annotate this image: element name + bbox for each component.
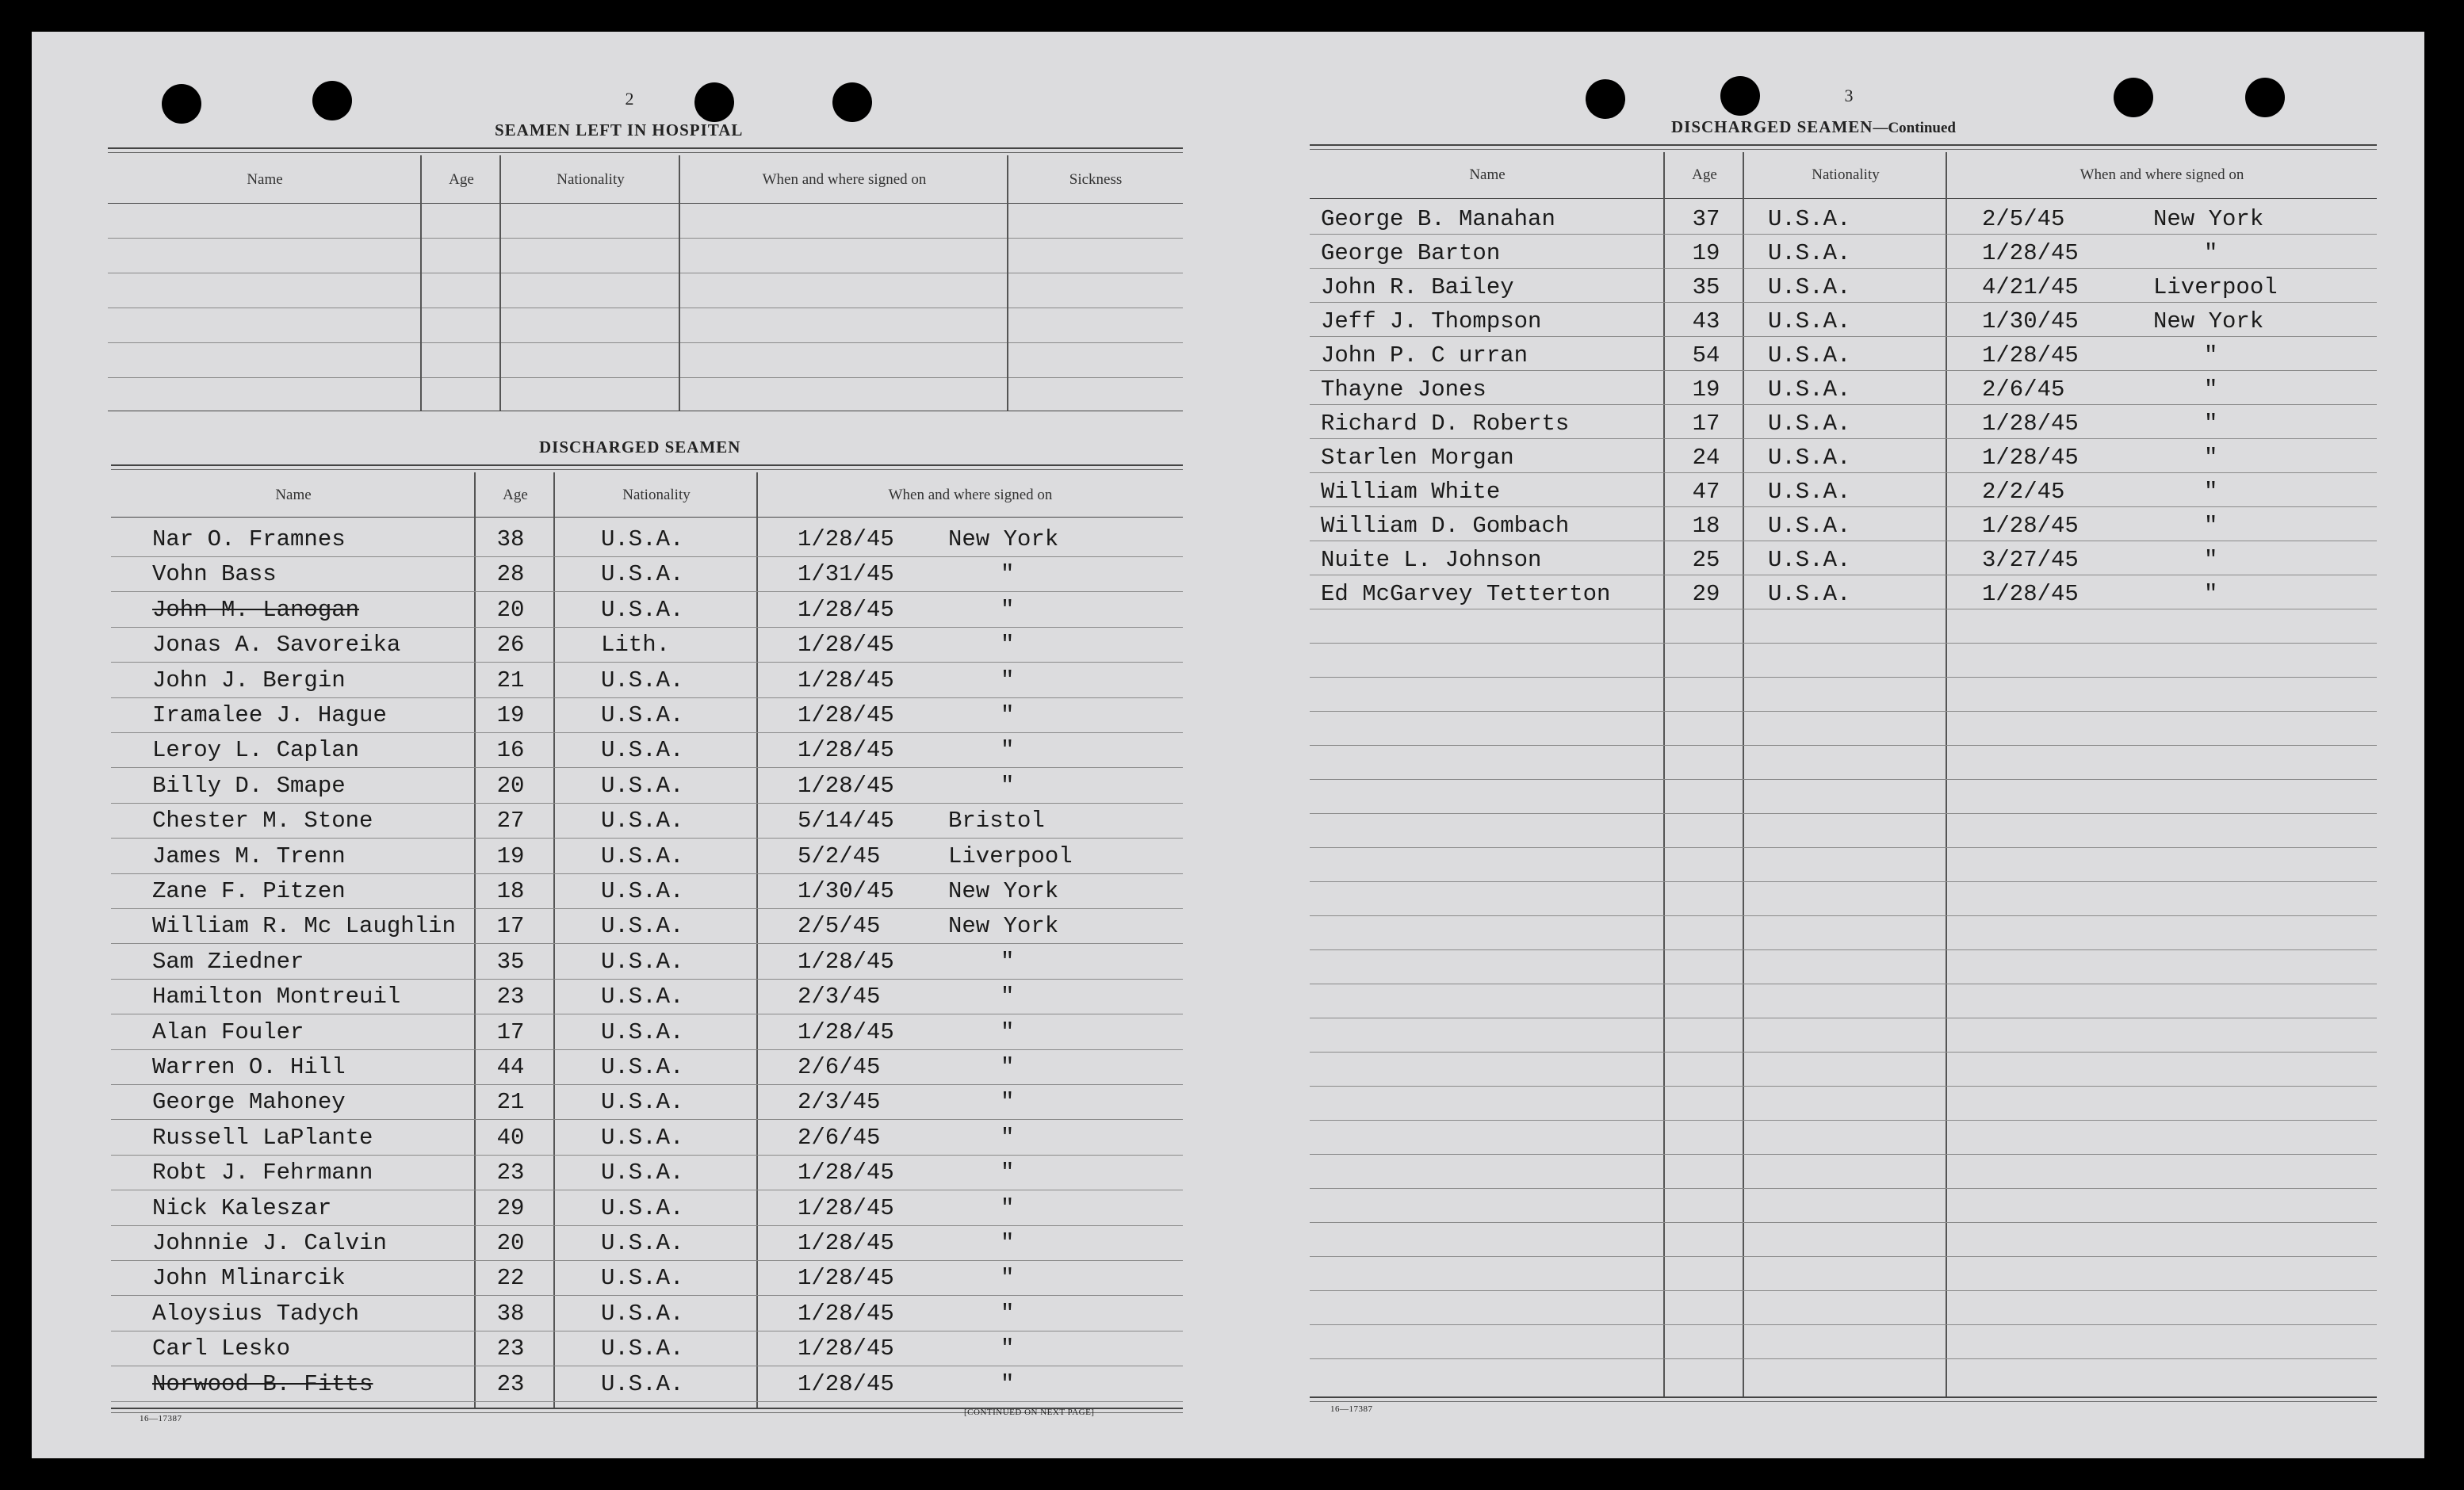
- seaman-name: George Barton: [1321, 240, 1501, 266]
- column-header-nationality: Nationality: [1812, 166, 1880, 183]
- punch-hole: [1586, 79, 1625, 119]
- row-line: [1310, 1358, 2377, 1359]
- row-line: [111, 1225, 1183, 1226]
- seaman-name: Chester M. Stone: [152, 808, 373, 834]
- seaman-name: Zane F. Pitzen: [152, 878, 346, 904]
- seaman-age: 24: [1692, 445, 1720, 471]
- seaman-name: John R. Bailey: [1321, 274, 1514, 300]
- seaman-age: 20: [496, 773, 525, 799]
- seaman-nationality: U.S.A.: [1768, 376, 1851, 403]
- column-divider: [553, 472, 555, 1408]
- signed-on-place: New York: [948, 526, 1059, 552]
- row-line: [1310, 1324, 2377, 1325]
- ledger-sheet: [32, 32, 2424, 1458]
- row-line: [111, 662, 1183, 663]
- signed-on-place: ": [2204, 445, 2218, 471]
- title-text: DISCHARGED SEAMEN: [1671, 117, 1873, 136]
- signed-on-date: 1/31/45: [798, 561, 894, 587]
- seaman-nationality: U.S.A.: [601, 597, 684, 623]
- row-line: [1310, 404, 2377, 405]
- signed-on-date: 2/5/45: [798, 913, 881, 939]
- signed-on-place: ": [1001, 561, 1015, 587]
- row-line: [1310, 779, 2377, 780]
- row-line: [1310, 949, 2377, 950]
- seaman-nationality: U.S.A.: [601, 913, 684, 939]
- signed-on-date: 1/28/45: [798, 949, 894, 975]
- signed-on-place: ": [1001, 1160, 1015, 1186]
- row-line: [111, 591, 1183, 592]
- row-line: [1310, 1120, 2377, 1121]
- signed-on-place: New York: [2153, 206, 2264, 232]
- seaman-name: William R. Mc Laughlin: [152, 913, 456, 939]
- signed-on-date: 1/28/45: [1982, 240, 2079, 266]
- seaman-age: 37: [1692, 206, 1720, 232]
- row-line: [1310, 1290, 2377, 1291]
- seaman-age: 18: [1692, 513, 1720, 539]
- signed-on-date: 1/28/45: [798, 526, 894, 552]
- row-line: [1310, 745, 2377, 746]
- seaman-nationality: U.S.A.: [601, 1089, 684, 1115]
- row-line: [1310, 1256, 2377, 1257]
- page-number-left: 2: [625, 89, 634, 109]
- seaman-nationality: U.S.A.: [601, 1019, 684, 1045]
- seaman-age: 19: [496, 702, 525, 728]
- seaman-nationality: U.S.A.: [1768, 240, 1851, 266]
- signed-on-date: 1/28/45: [798, 1195, 894, 1221]
- signed-on-date: 1/28/45: [798, 632, 894, 658]
- seaman-name: George Mahoney: [152, 1089, 346, 1115]
- signed-on-place: ": [1001, 1125, 1015, 1151]
- seaman-age: 26: [496, 632, 525, 658]
- title-suffix: —Continued: [1873, 120, 1956, 136]
- row-line: [1310, 711, 2377, 712]
- punch-hole: [694, 82, 734, 122]
- seaman-name: John M. Lanogan: [152, 597, 360, 623]
- seaman-age: 19: [496, 843, 525, 869]
- row-line: [1310, 370, 2377, 371]
- seaman-age: 21: [496, 1089, 525, 1115]
- row-line: [1310, 302, 2377, 303]
- seaman-age: 27: [496, 808, 525, 834]
- seaman-age: 40: [496, 1125, 525, 1151]
- signed-on-date: 4/21/45: [1982, 274, 2079, 300]
- seaman-age: 17: [1692, 411, 1720, 437]
- signed-on-date: 1/30/45: [1982, 308, 2079, 334]
- column-divider: [1663, 152, 1665, 1398]
- column-divider: [420, 155, 422, 411]
- signed-on-place: ": [1001, 737, 1015, 763]
- seaman-nationality: U.S.A.: [601, 808, 684, 834]
- signed-on-place: ": [1001, 1195, 1015, 1221]
- seaman-name: Leroy L. Caplan: [152, 737, 360, 763]
- signed-on-date: 1/28/45: [1982, 513, 2079, 539]
- punch-hole: [2114, 78, 2153, 117]
- seaman-age: 29: [496, 1195, 525, 1221]
- signed-on-date: 3/27/45: [1982, 547, 2079, 573]
- seaman-name: Nar O. Framnes: [152, 526, 346, 552]
- seaman-nationality: U.S.A.: [601, 878, 684, 904]
- seaman-age: 28: [496, 561, 525, 587]
- signed-on-date: 2/3/45: [798, 1089, 881, 1115]
- row-line: [108, 377, 1183, 378]
- seaman-nationality: U.S.A.: [1768, 547, 1851, 573]
- discharged-continued-title: [1671, 117, 1956, 137]
- signed-on-date: 1/28/45: [798, 1230, 894, 1256]
- signed-on-place: ": [1001, 667, 1015, 693]
- row-line: [1310, 1222, 2377, 1223]
- row-line: [1310, 506, 2377, 507]
- seaman-nationality: U.S.A.: [1768, 445, 1851, 471]
- signed-on-place: ": [1001, 773, 1015, 799]
- punch-hole: [312, 81, 352, 120]
- seaman-age: 21: [496, 667, 525, 693]
- row-line: [1310, 234, 2377, 235]
- seaman-nationality: U.S.A.: [601, 702, 684, 728]
- signed-on-place: ": [1001, 702, 1015, 728]
- signed-on-place: ": [1001, 1054, 1015, 1080]
- signed-on-place: Liverpool: [2153, 274, 2278, 300]
- seaman-name: William White: [1321, 479, 1501, 505]
- row-line: [111, 556, 1183, 557]
- signed-on-place: New York: [2153, 308, 2264, 334]
- seaman-name: Thayne Jones: [1321, 376, 1486, 403]
- signed-on-date: 1/28/45: [1982, 411, 2079, 437]
- seaman-nationality: U.S.A.: [601, 1195, 684, 1221]
- seaman-nationality: U.S.A.: [601, 1371, 684, 1397]
- table-bottom-rule: [1310, 1396, 2377, 1402]
- seaman-nationality: U.S.A.: [601, 737, 684, 763]
- row-line: [1310, 847, 2377, 848]
- seaman-name: George B. Manahan: [1321, 206, 1555, 232]
- seaman-age: 19: [1692, 376, 1720, 403]
- continued-note: [CONTINUED ON NEXT PAGE]: [964, 1408, 1095, 1417]
- signed-on-date: 1/28/45: [1982, 445, 2079, 471]
- row-line: [111, 697, 1183, 698]
- seaman-name: William D. Gombach: [1321, 513, 1570, 539]
- row-line: [111, 627, 1183, 628]
- seaman-nationality: U.S.A.: [1768, 581, 1851, 607]
- seaman-age: 22: [496, 1265, 525, 1291]
- row-line: [111, 767, 1183, 768]
- form-number-right: 16—17387: [1330, 1404, 1373, 1414]
- discharged-section-title: DISCHARGED SEAMEN: [539, 437, 741, 457]
- seaman-nationality: U.S.A.: [1768, 479, 1851, 505]
- seaman-name: Sam Ziedner: [152, 949, 304, 975]
- row-line: [1310, 1052, 2377, 1053]
- row-line: [111, 873, 1183, 874]
- signed-on-place: ": [1001, 949, 1015, 975]
- hospital-section-title: SEAMEN LEFT IN HOSPITAL: [495, 120, 744, 139]
- row-line: [1310, 1086, 2377, 1087]
- seaman-name: Alan Fouler: [152, 1019, 304, 1045]
- signed-on-date: 1/28/45: [798, 597, 894, 623]
- signed-on-place: New York: [948, 913, 1059, 939]
- seaman-name: Iramalee J. Hague: [152, 702, 387, 728]
- row-line: [111, 1119, 1183, 1120]
- seaman-name: Johnnie J. Calvin: [152, 1230, 387, 1256]
- header-rule: [1310, 198, 2377, 199]
- column-header-nationality: Nationality: [622, 487, 691, 503]
- seaman-name: Starlen Morgan: [1321, 445, 1514, 471]
- row-line: [1310, 438, 2377, 439]
- signed-on-date: 2/5/45: [1982, 206, 2065, 232]
- seaman-age: 38: [496, 526, 525, 552]
- signed-on-date: 1/28/45: [798, 1371, 894, 1397]
- seaman-age: 18: [496, 878, 525, 904]
- row-line: [111, 838, 1183, 839]
- seaman-name: Nick Kaleszar: [152, 1195, 332, 1221]
- signed-on-place: ": [1001, 1371, 1015, 1397]
- signed-on-date: 1/28/45: [798, 1019, 894, 1045]
- row-line: [1310, 643, 2377, 644]
- row-line: [1310, 1188, 2377, 1189]
- table-top-rule: [1310, 144, 2377, 150]
- signed-on-place: Bristol: [948, 808, 1045, 834]
- seaman-age: 23: [496, 1160, 525, 1186]
- signed-on-date: 1/28/45: [1982, 581, 2079, 607]
- row-line: [111, 1084, 1183, 1085]
- form-number-left: 16—17387: [140, 1414, 182, 1423]
- row-line: [1310, 1154, 2377, 1155]
- seaman-nationality: U.S.A.: [601, 843, 684, 869]
- row-line: [108, 342, 1183, 343]
- row-line: [111, 1260, 1183, 1261]
- seaman-age: 38: [496, 1301, 525, 1327]
- seaman-nationality: U.S.A.: [601, 1054, 684, 1080]
- row-line: [111, 1401, 1183, 1402]
- row-line: [1310, 677, 2377, 678]
- seaman-name: Jeff J. Thompson: [1321, 308, 1542, 334]
- seaman-nationality: U.S.A.: [601, 1335, 684, 1362]
- signed-on-date: 2/3/45: [798, 984, 881, 1010]
- signed-on-date: 1/28/45: [798, 737, 894, 763]
- column-header-nationality: Nationality: [557, 171, 625, 188]
- column-divider: [756, 472, 758, 1408]
- signed-on-date: 1/28/45: [798, 1265, 894, 1291]
- signed-on-place: ": [1001, 984, 1015, 1010]
- signed-on-place: ": [1001, 1265, 1015, 1291]
- seaman-nationality: U.S.A.: [601, 1265, 684, 1291]
- row-line: [111, 1049, 1183, 1050]
- row-line: [1310, 472, 2377, 473]
- signed-on-date: 1/28/45: [1982, 342, 2079, 369]
- signed-on-place: ": [2204, 479, 2218, 505]
- signed-on-date: 1/28/45: [798, 1160, 894, 1186]
- signed-on-place: ": [2204, 376, 2218, 403]
- seaman-name: Jonas A. Savoreika: [152, 632, 401, 658]
- column-header-age: Age: [449, 171, 474, 188]
- seaman-age: 17: [496, 1019, 525, 1045]
- seaman-nationality: U.S.A.: [601, 1230, 684, 1256]
- signed-on-place: ": [1001, 1335, 1015, 1362]
- row-line: [111, 1295, 1183, 1296]
- signed-on-date: 1/28/45: [798, 667, 894, 693]
- column-header-signed-on: When and where signed on: [762, 171, 927, 188]
- column-divider: [1007, 155, 1008, 411]
- column-divider: [474, 472, 476, 1408]
- signed-on-date: 5/14/45: [798, 808, 894, 834]
- seaman-name: Robt J. Fehrmann: [152, 1160, 373, 1186]
- seaman-age: 35: [496, 949, 525, 975]
- seaman-age: 23: [496, 1371, 525, 1397]
- signed-on-date: 1/28/45: [798, 773, 894, 799]
- signed-on-date: 5/2/45: [798, 843, 881, 869]
- seaman-name: Aloysius Tadych: [152, 1301, 360, 1327]
- seaman-name: John J. Bergin: [152, 667, 346, 693]
- seaman-nationality: U.S.A.: [601, 561, 684, 587]
- row-line: [1310, 336, 2377, 337]
- signed-on-place: ": [1001, 1089, 1015, 1115]
- table-top-rule: [108, 147, 1183, 153]
- column-header-signed-on: When and where signed on: [888, 487, 1053, 503]
- signed-on-place: ": [1001, 597, 1015, 623]
- seaman-age: 43: [1692, 308, 1720, 334]
- seaman-name: John P. C urran: [1321, 342, 1529, 369]
- signed-on-place: ": [1001, 1301, 1015, 1327]
- seaman-name: Vohn Bass: [152, 561, 277, 587]
- signed-on-place: ": [2204, 547, 2218, 573]
- page-number-right: 3: [1844, 86, 1854, 105]
- seaman-nationality: U.S.A.: [601, 1301, 684, 1327]
- seaman-name: Richard D. Roberts: [1321, 411, 1570, 437]
- signed-on-place: ": [2204, 342, 2218, 369]
- seaman-age: 25: [1692, 547, 1720, 573]
- signed-on-date: 1/28/45: [798, 702, 894, 728]
- row-line: [1310, 268, 2377, 269]
- signed-on-place: ": [1001, 1230, 1015, 1256]
- seaman-age: 47: [1692, 479, 1720, 505]
- row-line: [1310, 881, 2377, 882]
- column-header-sickness: Sickness: [1069, 171, 1123, 188]
- seaman-name: Carl Lesko: [152, 1335, 291, 1362]
- seaman-nationality: U.S.A.: [601, 1125, 684, 1151]
- row-line: [111, 979, 1183, 980]
- signed-on-date: 2/6/45: [798, 1054, 881, 1080]
- signed-on-date: 1/28/45: [798, 1301, 894, 1327]
- seaman-nationality: U.S.A.: [1768, 206, 1851, 232]
- seaman-nationality: U.S.A.: [601, 773, 684, 799]
- column-header-name: Name: [247, 171, 283, 188]
- column-divider: [679, 155, 680, 411]
- signed-on-place: Liverpool: [948, 843, 1073, 869]
- seaman-nationality: U.S.A.: [601, 984, 684, 1010]
- seaman-nationality: U.S.A.: [1768, 342, 1851, 369]
- seaman-name: Russell LaPlante: [152, 1125, 373, 1151]
- row-line: [1310, 813, 2377, 814]
- signed-on-place: ": [1001, 1019, 1015, 1045]
- seaman-name: John Mlinarcik: [152, 1265, 346, 1291]
- seaman-nationality: U.S.A.: [601, 949, 684, 975]
- column-divider: [1946, 152, 1947, 1398]
- seaman-age: 23: [496, 984, 525, 1010]
- signed-on-date: 1/28/45: [798, 1335, 894, 1362]
- seaman-name: Ed McGarvey Tetterton: [1321, 581, 1611, 607]
- seaman-age: 17: [496, 913, 525, 939]
- seaman-nationality: U.S.A.: [601, 1160, 684, 1186]
- column-header-age: Age: [1692, 166, 1717, 183]
- row-line: [111, 732, 1183, 733]
- seaman-name: Nuite L. Johnson: [1321, 547, 1542, 573]
- signed-on-date: 2/2/45: [1982, 479, 2065, 505]
- signed-on-place: New York: [948, 878, 1059, 904]
- signed-on-place: ": [1001, 632, 1015, 658]
- seaman-nationality: U.S.A.: [601, 526, 684, 552]
- signed-on-place: ": [2204, 513, 2218, 539]
- header-rule: [111, 517, 1183, 518]
- seaman-age: 54: [1692, 342, 1720, 369]
- table-top-rule: [111, 464, 1183, 470]
- seaman-nationality: Lith.: [601, 632, 671, 658]
- signed-on-date: 2/6/45: [798, 1125, 881, 1151]
- row-line: [111, 943, 1183, 944]
- seaman-nationality: U.S.A.: [1768, 308, 1851, 334]
- seaman-nationality: U.S.A.: [601, 667, 684, 693]
- column-header-name: Name: [1469, 166, 1506, 183]
- row-line: [1310, 915, 2377, 916]
- punch-hole: [162, 84, 201, 124]
- column-divider: [499, 155, 501, 411]
- column-header-age: Age: [503, 487, 528, 503]
- seaman-name: Hamilton Montreuil: [152, 984, 401, 1010]
- punch-hole: [1720, 76, 1760, 116]
- seaman-name: Warren O. Hill: [152, 1054, 346, 1080]
- column-header-signed-on: When and where signed on: [2079, 166, 2244, 183]
- column-header-name: Name: [275, 487, 312, 503]
- signed-on-date: 2/6/45: [1982, 376, 2065, 403]
- seaman-age: 16: [496, 737, 525, 763]
- row-line: [108, 238, 1183, 239]
- seaman-nationality: U.S.A.: [1768, 411, 1851, 437]
- seaman-age: 44: [496, 1054, 525, 1080]
- seaman-age: 20: [496, 597, 525, 623]
- row-line: [111, 908, 1183, 909]
- seaman-nationality: U.S.A.: [1768, 274, 1851, 300]
- seaman-name: Norwood B. Fitts: [152, 1371, 373, 1397]
- seaman-age: 19: [1692, 240, 1720, 266]
- seaman-name: Billy D. Smape: [152, 773, 346, 799]
- punch-hole: [832, 82, 872, 122]
- seaman-nationality: U.S.A.: [1768, 513, 1851, 539]
- row-line: [111, 803, 1183, 804]
- signed-on-place: ": [2204, 581, 2218, 607]
- row-line: [111, 1155, 1183, 1156]
- seaman-age: 35: [1692, 274, 1720, 300]
- seaman-age: 23: [496, 1335, 525, 1362]
- signed-on-place: ": [2204, 240, 2218, 266]
- signed-on-place: ": [2204, 411, 2218, 437]
- seaman-age: 20: [496, 1230, 525, 1256]
- header-rule: [108, 203, 1183, 204]
- punch-hole: [2245, 78, 2285, 117]
- seaman-name: James M. Trenn: [152, 843, 346, 869]
- signed-on-date: 1/30/45: [798, 878, 894, 904]
- seaman-age: 29: [1692, 581, 1720, 607]
- column-divider: [1743, 152, 1744, 1398]
